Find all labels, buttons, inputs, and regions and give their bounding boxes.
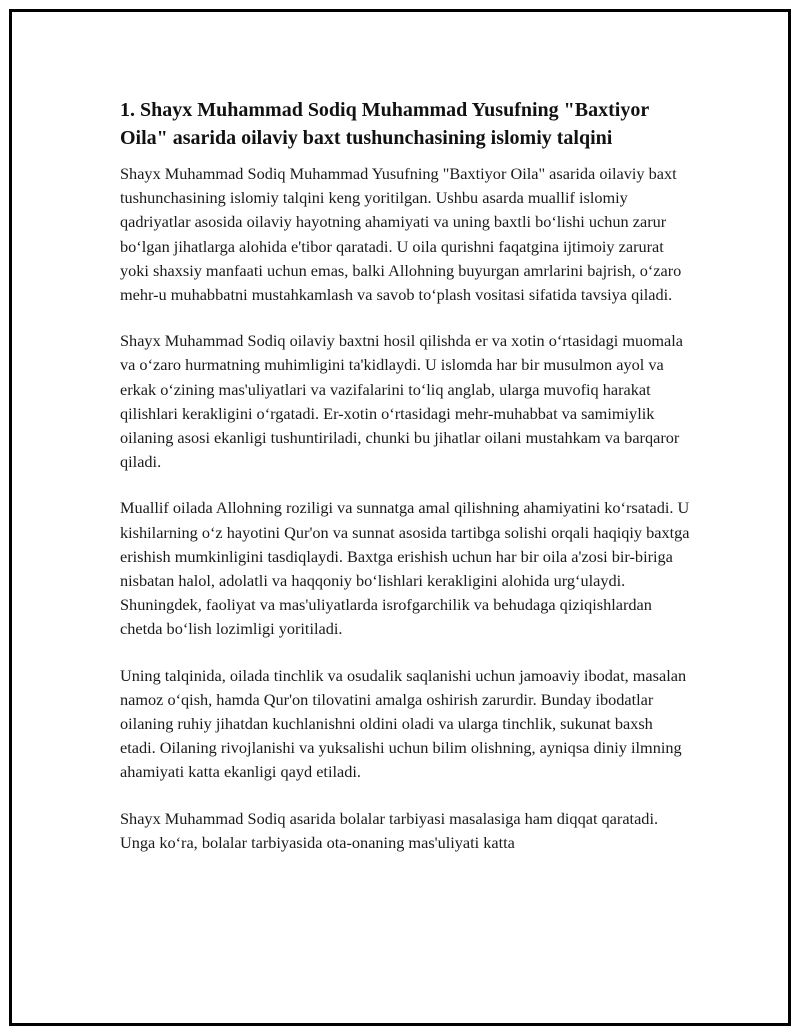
paragraph-1: Shayx Muhammad Sodiq Muhammad Yusufning "Baxtiyor Oila" asarida oilaviy baxt tushunchasining islomiy talqini keng yoritilgan. Ushbu asarda muallif islomiy qadriyatlar asosida oilaviy hayotning ahamiyati va uning baxtli bo‘lishi uchun zarur bo‘lgan jihatlarga alohida e'tibor qaratadi. U oila qurishni faqatgina ijtimoiy zarurat yoki shaxsiy manfaati uchun emas, balki Allohning buyurgan amrlarini bajrish, o‘zaro mehr-u muhabbatni mustahkamlash va savob to‘plash vositasi sifatida tavsiya qiladi. <box>120 164 682 305</box>
paragraph-4: Uning talqinida, oilada tinchlik va osudalik saqlanishi uchun jamoaviy ibodat, masalan namoz o‘qish, hamda Qur'on tilovatini amalga oshirish zarurdir. Bunday ibodatlar oilaning ruhiy jihatdan kuchlanishni oldini oladi va ularga tinchlik, sukunat baxsh etadi. Oilaning rivojlanishi va yuksalishi uchun bilim olishning, ayniqsa diniy ilmning ahamiyati katta ekanligi qayd etiladi. <box>120 665 687 782</box>
section-heading: 1. Shayx Muhammad Sodiq Muhammad Yusufning "Baxtiyor Oila" asarida oilaviy baxt tushunchasining islomiy talqini <box>120 99 649 149</box>
paragraph-2: Shayx Muhammad Sodiq oilaviy baxtni hosil qilishda er va xotin o‘rtasidagi muomala va o‘zaro hurmatning muhimligini ta'kidlaydi. U islomda har bir musulmon ayol va erkak o‘zining mas'uliyatlari va vazifalarini to‘liq anglab, ularga muvofiq harakat qilishlari kerakligini o‘rgatadi. Er-xotin o‘rtasidagi mehr-muhabbat va samimiylik oilaning asosi ekanligi tushuntiriladi, chunki bu jihatlar oilani mustahkam va barqaror qiladi. <box>120 331 683 472</box>
document-page <box>9 9 791 1026</box>
paragraph-5: Shayx Muhammad Sodiq asarida bolalar tarbiyasi masalasiga ham diqqat qaratadi. Unga ko‘ra, bolalar tarbiyasida ota-onaning mas'uliyati katta <box>120 808 659 852</box>
document-body <box>120 96 690 877</box>
paragraph-3: Muallif oilada Allohning roziligi va sunnatga amal qilishning ahamiyatini ko‘rsatadi. U kishilarning o‘z hayotini Qur'on va sunnat asosida tartibga solishi orqali haqiqiy baxtga erishish mumkinligini tasdiqlaydi. Baxtga erishish uchun har bir oila a'zosi bir-biriga nisbatan halol, adolatli va haqqoniy bo‘lishlari kerakligini alohida urg‘ulaydi. Shuningdek, faoliyat va mas'uliyatlarda isrofgarchilik va behudaga qiziqishlardan chetda bo‘lish lozimligi yoritiladi. <box>120 498 690 639</box>
